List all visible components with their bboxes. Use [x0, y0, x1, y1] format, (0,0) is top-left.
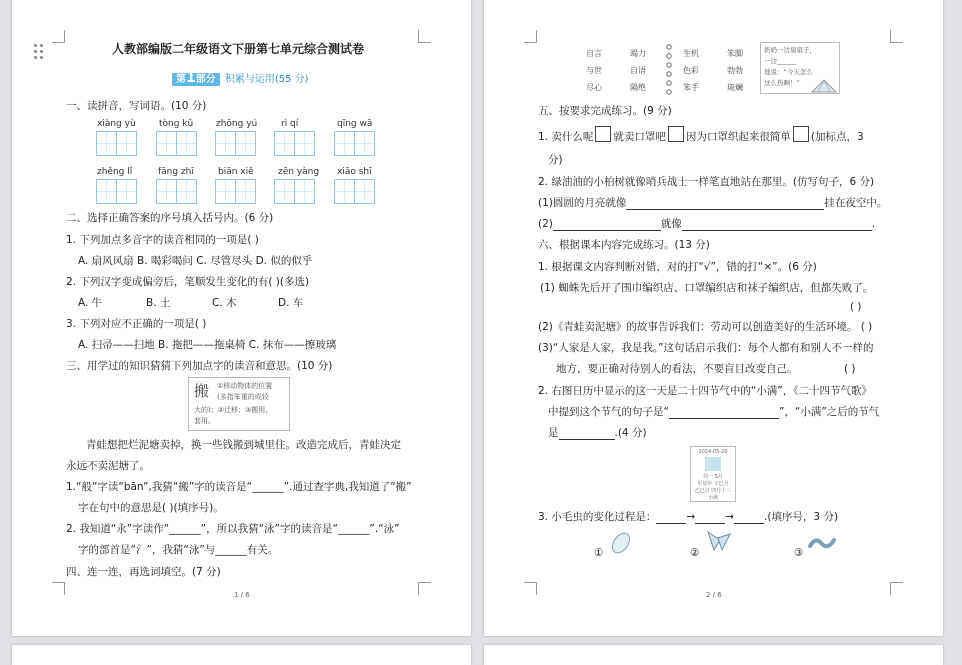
punct-box[interactable]: [595, 126, 611, 142]
option: A. 牛: [78, 297, 103, 309]
dictionary-box: [188, 377, 290, 431]
cocoon-icon: [608, 530, 634, 556]
pinyin: xiāo shī: [337, 167, 372, 177]
crop-mark: [890, 582, 903, 595]
label: ③: [794, 547, 804, 559]
question-6-2: 是 .(4 分): [548, 427, 647, 439]
match-word: 隔绝: [630, 83, 646, 92]
crop-mark: [524, 30, 537, 43]
page-4: [484, 645, 943, 665]
writing-grid[interactable]: [215, 131, 256, 156]
question-3-1: 1.“般”字读“bān”,我猜“搬”字的读音是“______”.通过查字典,我知道了“搬”: [66, 481, 412, 493]
question-5-1: 1. 卖什么呢 就卖口罩吧 因为口罩织起来很简单 (加标点，3: [538, 126, 864, 144]
punct-box[interactable]: [668, 126, 684, 142]
cal-line: 小满: [707, 495, 718, 501]
writing-grid[interactable]: [156, 131, 197, 156]
question-3-2: 2. 我知道“永”字读作“______”，所以我猜“泳”字的读音是“______”.“泳”: [66, 523, 400, 535]
question-6-2: 2. 右图日历中显示的这一天是二十四节气中的“小满”，《二十四节气歌》: [538, 385, 872, 397]
crop-mark: [524, 582, 537, 595]
writing-grid[interactable]: [274, 131, 315, 156]
statement: (1) 蜘蛛先后开了围巾编织店、口罩编织店和袜子编织店，但都失败了。: [540, 282, 874, 294]
bubble-text: 一边______: [764, 57, 797, 65]
crop-mark: [52, 582, 65, 595]
pinyin: tòng kǔ: [159, 119, 194, 129]
question-3: 三、用学过的知识猜猜下列加点字的读音和意思。(10 分): [66, 360, 333, 372]
question-5-2-2: (2) 就像 .: [538, 218, 876, 230]
dict-line: 套用。: [194, 417, 215, 425]
part-badge: 第1部分 积累与运用(55 分): [172, 67, 309, 86]
match-word: 生机: [683, 49, 699, 58]
question-2-3: 3. 下列对应不正确的一项是( ): [66, 318, 207, 330]
options: A. 扇风风扇 B. 喝彩喝问 C. 尽管尽头 D. 似的似乎: [78, 255, 313, 267]
question-5-2-1: (1)圆圆的月亮就像 挂在夜空中。: [538, 197, 888, 209]
match-word: 自言: [586, 49, 602, 58]
match-word: 笨手: [683, 83, 699, 92]
match-word: 自语: [630, 66, 646, 75]
drag-handle-icon[interactable]: [34, 44, 44, 60]
question-5-1-score: 分): [548, 154, 563, 166]
calendar-image: [690, 446, 736, 502]
option: B. 土: [146, 297, 171, 309]
question-6: 六、根据课本内容完成练习。(13 分): [538, 239, 710, 251]
question-2-2: 2. 下列汉字变成偏旁后，笔顺发生变化的有( )(多选): [66, 276, 310, 288]
statement: (3)“人家是人家，我是我。”这句话启示我们：每个人都有和别人不一样的: [538, 342, 874, 354]
writing-grid[interactable]: [334, 179, 375, 204]
question-6-2: 中提到这个节气的句子是“ ”，“小满”之后的节气: [548, 406, 880, 418]
label: ②: [690, 547, 700, 559]
match-word: 与世: [586, 66, 602, 75]
dict-line: 大的)；②迁移；③搬用，: [194, 406, 273, 414]
dict-line: ①移动物体的位置: [217, 382, 273, 390]
match-word: 勃勃: [727, 66, 743, 75]
pinyin: fāng zhī: [158, 167, 194, 177]
question-5-2: 2. 绿油油的小柏树就像哨兵战士一样笔直地站在那里。(仿写句子，6 分): [538, 176, 875, 188]
answer-paren[interactable]: ( ): [844, 363, 856, 375]
writing-grid[interactable]: [274, 179, 315, 204]
writing-grid[interactable]: [215, 179, 256, 204]
pinyin: qīng wā: [337, 119, 373, 129]
question-5: 五、按要求完成练习。(9 分): [538, 105, 672, 117]
pinyin: zhōng yú: [216, 119, 258, 129]
question-4: 四、连一连，再选词填空。(7 分): [66, 566, 221, 578]
writing-grid[interactable]: [334, 131, 375, 156]
crop-mark: [52, 30, 65, 43]
match-word: 色彩: [683, 66, 699, 75]
question-3-2: 字的部首是“氵”，我猜“泳”与______有关。: [78, 544, 279, 556]
question-2-1: 1. 下列加点多音字的读音相同的一项是( ): [66, 234, 259, 246]
page-1: [12, 0, 471, 636]
match-word: 竭力: [630, 49, 646, 58]
dict-line: (多指笨重的或较: [217, 393, 269, 401]
crop-mark: [418, 30, 431, 43]
question-6-3: 3. 小毛虫的变化过程是： → → .(填序号，3 分): [538, 511, 839, 523]
page-3: [12, 645, 471, 665]
dict-char: 搬: [194, 382, 210, 400]
bubble-text: 奶奶一边扇扇子，: [764, 46, 816, 54]
bubble-text: 地说：“今天怎么: [764, 68, 813, 76]
cal-line: 周一 5月: [703, 474, 723, 480]
pinyin: zhěng lǐ: [97, 167, 133, 177]
writing-grid[interactable]: [96, 131, 137, 156]
match-word: 斑斓: [727, 83, 743, 92]
match-word: 尽心: [586, 83, 602, 92]
cal-line: 乙巳日 四月十三: [694, 488, 732, 494]
pinyin: rì qí: [281, 119, 299, 129]
cal-date: 2024-05-20: [698, 449, 728, 455]
answer-paren[interactable]: ( ): [850, 301, 862, 313]
question-1: 一、读拼音，写词语。(10 分): [66, 100, 207, 112]
page-number: 2 / 6: [706, 591, 722, 599]
punct-box[interactable]: [793, 126, 809, 142]
options: A. 扫帚——扫地 B. 拖把——拖桌椅 C. 抹布——擦玻璃: [78, 339, 337, 351]
cal-line: 甲辰年 辛巳月: [697, 481, 729, 487]
story-text: 青蛙想把烂泥塘卖掉，换一些钱搬到城里住。改造完成后，青蛙决定: [86, 439, 401, 451]
statement: 地方，要正确对待别人的看法，不要盲目改变自己。: [556, 363, 798, 375]
pinyin: xiàng yù: [97, 119, 136, 129]
writing-grid[interactable]: [96, 179, 137, 204]
question-6-1: 1. 根据课文内容判断对错，对的打“√”，错的打“×”。(6 分): [538, 261, 817, 273]
page-number: 1 / 6: [234, 591, 250, 599]
statement: (2)《青蛙卖泥塘》的故事告诉我们：劳动可以创造美好的生活环境。 ( ): [538, 321, 873, 333]
caterpillar-icon: [808, 534, 836, 550]
option: C. 木: [212, 297, 237, 309]
story-text: 永远不卖泥塘了。: [66, 460, 150, 472]
crop-mark: [890, 30, 903, 43]
part-title: 积累与运用(55 分): [224, 74, 309, 85]
butterfly-icon: [704, 528, 732, 556]
question-2: 二、选择正确答案的序号填入括号内。(6 分): [66, 212, 274, 224]
question-3-1: 字在句中的意思是( )(填序号)。: [78, 502, 224, 514]
match-dots: [664, 42, 674, 96]
writing-grid[interactable]: [156, 179, 197, 204]
page-2: [484, 0, 943, 636]
option: D. 车: [278, 297, 304, 309]
calendar-picture: [705, 457, 721, 471]
match-word: 笨脚: [727, 49, 743, 58]
pinyin: zēn yàng: [278, 167, 320, 177]
pinyin: biān xiě: [218, 167, 254, 177]
bubble-text: 这么热啊！”: [764, 79, 800, 87]
crop-mark: [418, 582, 431, 595]
fan-icon: [810, 76, 838, 94]
label: ①: [594, 547, 604, 559]
page-title: 人教部编版二年级语文下册第七单元综合测试卷: [112, 42, 365, 56]
